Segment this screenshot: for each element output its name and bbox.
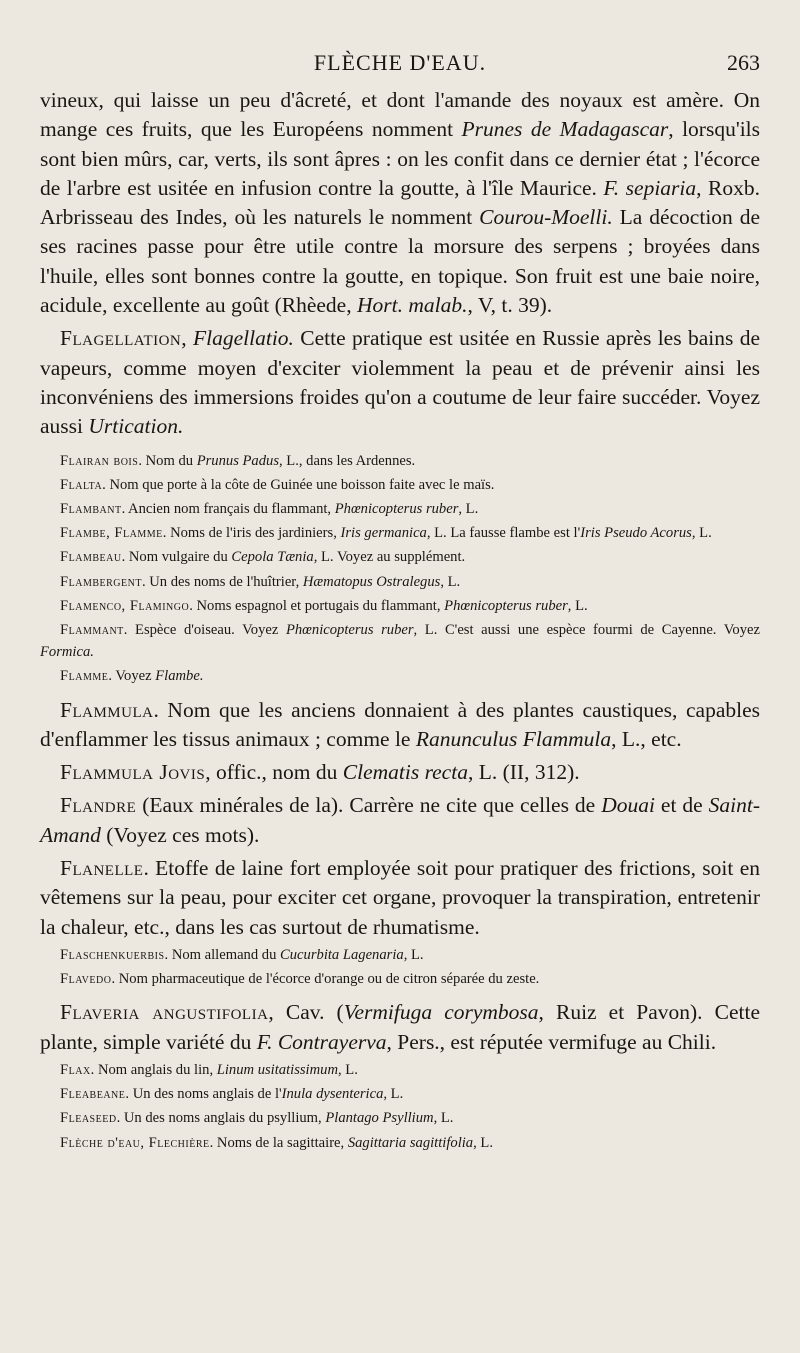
entry-flammula-jovis: Flammula Jovis, offic., nom du Clematis recta, L. (II, 312). [60, 760, 580, 785]
entry-fleaseed: Fleaseed. Un des noms anglais du psyllium, Plantago Psyllium, L. [60, 1110, 454, 1127]
entry-headword: Flavedo [60, 971, 112, 988]
entry-headword: Flaveria angustifolia [60, 1000, 269, 1025]
entry-flagellation: Flagellation, Flagellatio. Cette pratique est usitée en Russie après les bains de vapeurs, comme moyen d'exciter violemment la peau et de prévenir ainsi les inconvéniens des immersions froides qu'on a coutume de leur faire succéder. Voyez aussi Urtication. [40, 326, 761, 439]
entry-flalta: Flalta. Nom que porte à la côte de Guinée une boisson faite avec le maïs. [60, 476, 495, 493]
entry-headword: Fleabeane [60, 1086, 126, 1103]
entry-fleabeane: Fleabeane. Un des noms anglais de l'Inula dysenterica, L. [60, 1086, 404, 1103]
entry-headword: Flamme [60, 668, 109, 685]
entry-flambant: Flambant. Ancien nom français du flammant, Phœnicopterus ruber, L. [60, 500, 479, 517]
entry-headword: Flax [60, 1061, 91, 1078]
page-body [40, 86, 760, 1154]
entry-headword: Flambant [60, 500, 122, 517]
entry-flandre: Flandre (Eaux minérales de la). Carrère ne cite que celles de Douai et de Saint-Amand (Voyez ces mots). [40, 793, 760, 847]
entry-headword: Flamenco, Flamingo [60, 597, 190, 614]
entry-headword: Flagellation [60, 326, 182, 351]
entry-headword: Fleaseed [60, 1110, 117, 1127]
entry-flammant: Flammant. Espèce d'oiseau. Voyez Phœnicopterus ruber, L. C'est aussi une espèce fourmi de Cayenne. Voyez Formica. [40, 621, 760, 661]
entry-flambeau: Flambeau. Nom vulgaire du Cepola Tænia, L. Voyez au supplément. [60, 549, 466, 566]
entry-headword: Flambeau [60, 549, 122, 566]
entry-headword: Flèche d'eau, Flechière [60, 1134, 210, 1151]
entry-headword: Flammula [60, 697, 154, 722]
entry-headword: Flandre [60, 793, 137, 818]
entry-headword: Flambergent [60, 573, 142, 590]
entry-headword: Flambe, Flamme [60, 525, 163, 542]
page-header [40, 50, 760, 84]
entry-headword: Flammant [60, 621, 124, 638]
entry-headword: Flaschenkuerbis [60, 946, 165, 963]
entry-flamme: Flamme. Voyez Flambe. [60, 668, 204, 685]
entry-headword: Flairan bois [60, 452, 139, 469]
entry-flammula: Flammula. Nom que les anciens donnaient à des plantes caustiques, capables d'enflammer les tissus animaux ; comme le Ranunculus Flammula, L., etc. [40, 697, 760, 751]
entry-flaveria: Flaveria angustifolia, Cav. (Vermifuga corymbosa, Ruiz et Pavon). Cette plante, simple variété du F. Contrayerva, Pers., est réputée vermifuge au Chili. [40, 1000, 761, 1054]
entry-flamenco: Flamenco, Flamingo. Noms espagnol et portugais du flammant, Phœnicopterus ruber, L. [60, 597, 588, 614]
running-title: FLÈCHE D'EAU. [313, 50, 487, 75]
entry-flavedo: Flavedo. Nom pharmaceutique de l'écorce d'orange ou de citron séparée du zeste. [60, 971, 540, 988]
entry-flambergent: Flambergent. Un des noms de l'huîtrier, Hæmatopus Ostralegus, L. [60, 573, 461, 590]
entry-headword: Flalta [60, 476, 103, 493]
entry-fleche-d-eau: Flèche d'eau, Flechière. Noms de la sagittaire, Sagittaria sagittifolia, L. [60, 1134, 493, 1151]
page-number: 263 [727, 50, 760, 75]
entry-flanelle: Flanelle. Etoffe de laine fort employée soit pour pratiquer des frictions, soit en vêtemens sur la peau, pour exciter cet organe, provoquer la transpiration, entretenir la chaleur, etc., dans les cas surtout de rhumatisme. [40, 856, 760, 939]
entry-flambe: Flambe, Flamme. Noms de l'iris des jardiniers, Iris germanica, L. La fausse flambe est l'Iris Pseudo Acorus, L. [60, 525, 712, 542]
entry-headword: Flanelle [60, 856, 144, 881]
entry-flairan: Flairan bois. Nom du Prunus Padus, L., dans les Ardennes. [60, 452, 416, 469]
entry-headword: Flammula Jovis [60, 760, 206, 785]
entry-flax: Flax. Nom anglais du lin, Linum usitatissimum, L. [60, 1061, 358, 1078]
entry-continuation: vineux, qui laisse un peu d'âcreté, et dont l'amande des noyaux est amère. On mange ces fruits, que les Européens nomment Prunes de Madagascar, lorsqu'ils sont bien mûrs, car, verts, ils sont âpres : on les confit dans ce dernier état ; l'écorce de l'arbre est usitée en infusion contre la goutte, à l'île Maurice. F. sepiaria, Roxb. Arbrisseau des Indes, où les naturels le nomment Courou-Moelli. La décoction de ses racines passe pour être utile contre la morsure des serpens ; broyées dans l'huile, elles sont bonnes contre la goutte, en topique. Son fruit est une baie noire, acidule, excellente au goût (Rhèede, Hort. malab., V, t. 39). [40, 88, 761, 318]
entry-flaschenkuerbis: Flaschenkuerbis. Nom allemand du Cucurbita Lagenaria, L. [60, 946, 424, 963]
